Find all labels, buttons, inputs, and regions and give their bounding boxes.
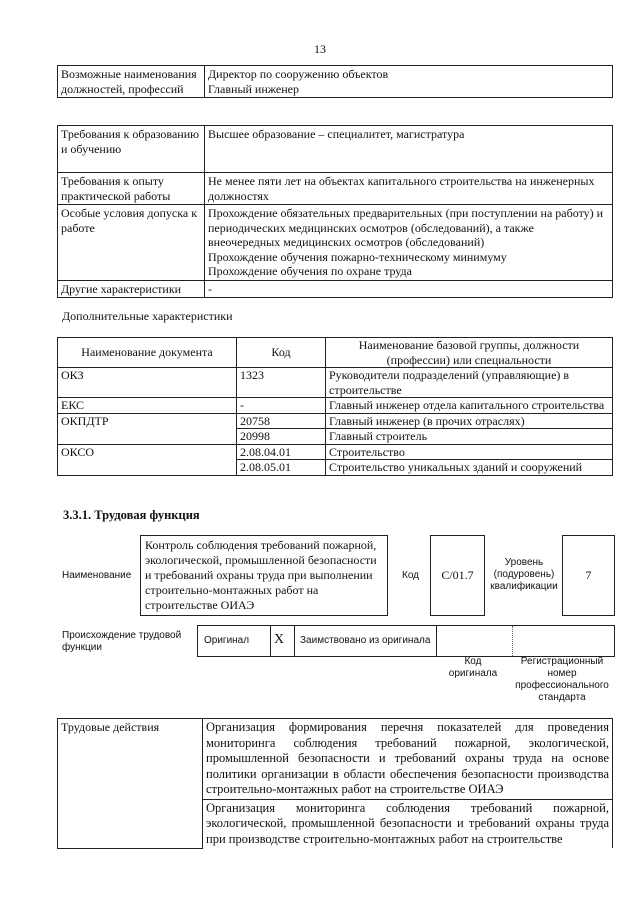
positions-label: Возможные наименования должностей, профессий bbox=[58, 66, 205, 98]
row-name: Главный строитель bbox=[326, 429, 613, 445]
row-name: Строительство уникальных зданий и сооружений bbox=[326, 460, 613, 476]
admission-item: Прохождение обязательных предварительных (при поступлении на работу) и периодических медицинских осмотров (обследований), а также внеочередных медицинских осмотров (обследований) bbox=[208, 206, 604, 249]
row-doc: ОКПДТР bbox=[58, 413, 237, 444]
reg-number-label: Регистрационный номер профессионального стандарта bbox=[515, 656, 609, 703]
table-row bbox=[58, 368, 613, 398]
requirements-table bbox=[57, 125, 613, 298]
admission-label: Особые условия допуска к работе bbox=[58, 205, 205, 281]
borrowed-label: Заимствовано из оригинала bbox=[300, 635, 431, 646]
function-title: 3.3.1. Трудовая функция bbox=[63, 508, 200, 522]
other-label: Другие характеристики bbox=[58, 280, 205, 298]
labor-action-item: Организация формирования перечня показателей для проведения мониторинга соблюдения требований пожарной, экологической, промышленной безопасности и требований охраны труда на основе политики организации в области обеспечения безопасности производства строительно-монтажных работ на строительстве ОИАЭ bbox=[203, 719, 613, 800]
original-label: Оригинал bbox=[204, 635, 250, 646]
labor-actions-table bbox=[57, 718, 613, 849]
code-box bbox=[430, 535, 485, 616]
header-code: Код bbox=[237, 338, 326, 368]
origin-box bbox=[197, 625, 615, 657]
header-name: Наименование базовой группы, должности (профессии) или специальности bbox=[326, 338, 613, 368]
education-value: Высшее образование – специалитет, магистратура bbox=[205, 126, 613, 173]
function-name-box bbox=[140, 535, 388, 616]
function-name-value: Контроль соблюдения требований пожарной, экологической, промышленной безопасности и требований охраны труда при выполнении строительно-монтажных работ на строительстве ОИАЭ bbox=[145, 538, 377, 612]
level-label: Уровень (подуровень) квалификации bbox=[490, 557, 558, 592]
education-label: Требования к образованию и обучению bbox=[58, 126, 205, 173]
row-code: 20998 bbox=[237, 429, 326, 445]
row-doc: ОКСО bbox=[58, 444, 237, 475]
page-number: 13 bbox=[314, 42, 326, 56]
table-row bbox=[58, 413, 613, 429]
row-doc: ОКЗ bbox=[58, 368, 237, 398]
position-item: Директор по сооружению объектов bbox=[208, 67, 389, 81]
table-row bbox=[58, 398, 613, 414]
row-code: 2.08.04.01 bbox=[237, 444, 326, 460]
level-value: 7 bbox=[585, 568, 592, 583]
row-name: Главный инженер (в прочих отраслях) bbox=[326, 413, 613, 429]
code-original-label: Код оригинала bbox=[448, 656, 498, 679]
additional-table bbox=[57, 337, 613, 476]
row-code: 20758 bbox=[237, 413, 326, 429]
labor-action-item: Организация мониторинга соблюдения требований пожарной, экологической, промышленной безопасности и требований охраны труда при производстве строительно-монтажных работ на строительстве bbox=[203, 799, 613, 848]
labor-actions-label: Трудовые действия bbox=[58, 719, 203, 849]
code-value: C/01.7 bbox=[441, 568, 474, 583]
row-name: Руководители подразделений (управляющие) в строительстве bbox=[326, 368, 613, 398]
row-name: Главный инженер отдела капитального строительства bbox=[326, 398, 613, 414]
admission-values bbox=[205, 205, 613, 281]
additional-title: Дополнительные характеристики bbox=[62, 309, 233, 323]
row-code: 1323 bbox=[237, 368, 326, 398]
original-mark: X bbox=[274, 632, 285, 647]
header-doc: Наименование документа bbox=[58, 338, 237, 368]
code-label: Код bbox=[402, 570, 420, 581]
admission-item: Прохождение обучения пожарно-техническому минимуму bbox=[208, 249, 507, 264]
level-box bbox=[562, 535, 615, 616]
other-value: - bbox=[205, 280, 613, 298]
positions-values bbox=[205, 66, 613, 98]
experience-value: Не менее пяти лет на объектах капитального строительства на инженерных должностях bbox=[205, 173, 613, 205]
row-doc: ЕКС bbox=[58, 398, 237, 414]
row-name: Строительство bbox=[326, 444, 613, 460]
row-code: - bbox=[237, 398, 326, 414]
origin-label: Происхождение трудовой функции bbox=[62, 630, 182, 653]
table-row bbox=[58, 444, 613, 460]
experience-label: Требования к опыту практической работы bbox=[58, 173, 205, 205]
row-code: 2.08.05.01 bbox=[237, 460, 326, 476]
function-name-label: Наименование bbox=[62, 570, 132, 581]
position-item: Главный инженер bbox=[208, 81, 299, 96]
positions-table bbox=[57, 65, 613, 98]
admission-item: Прохождение обучения по охране труда bbox=[208, 264, 412, 278]
